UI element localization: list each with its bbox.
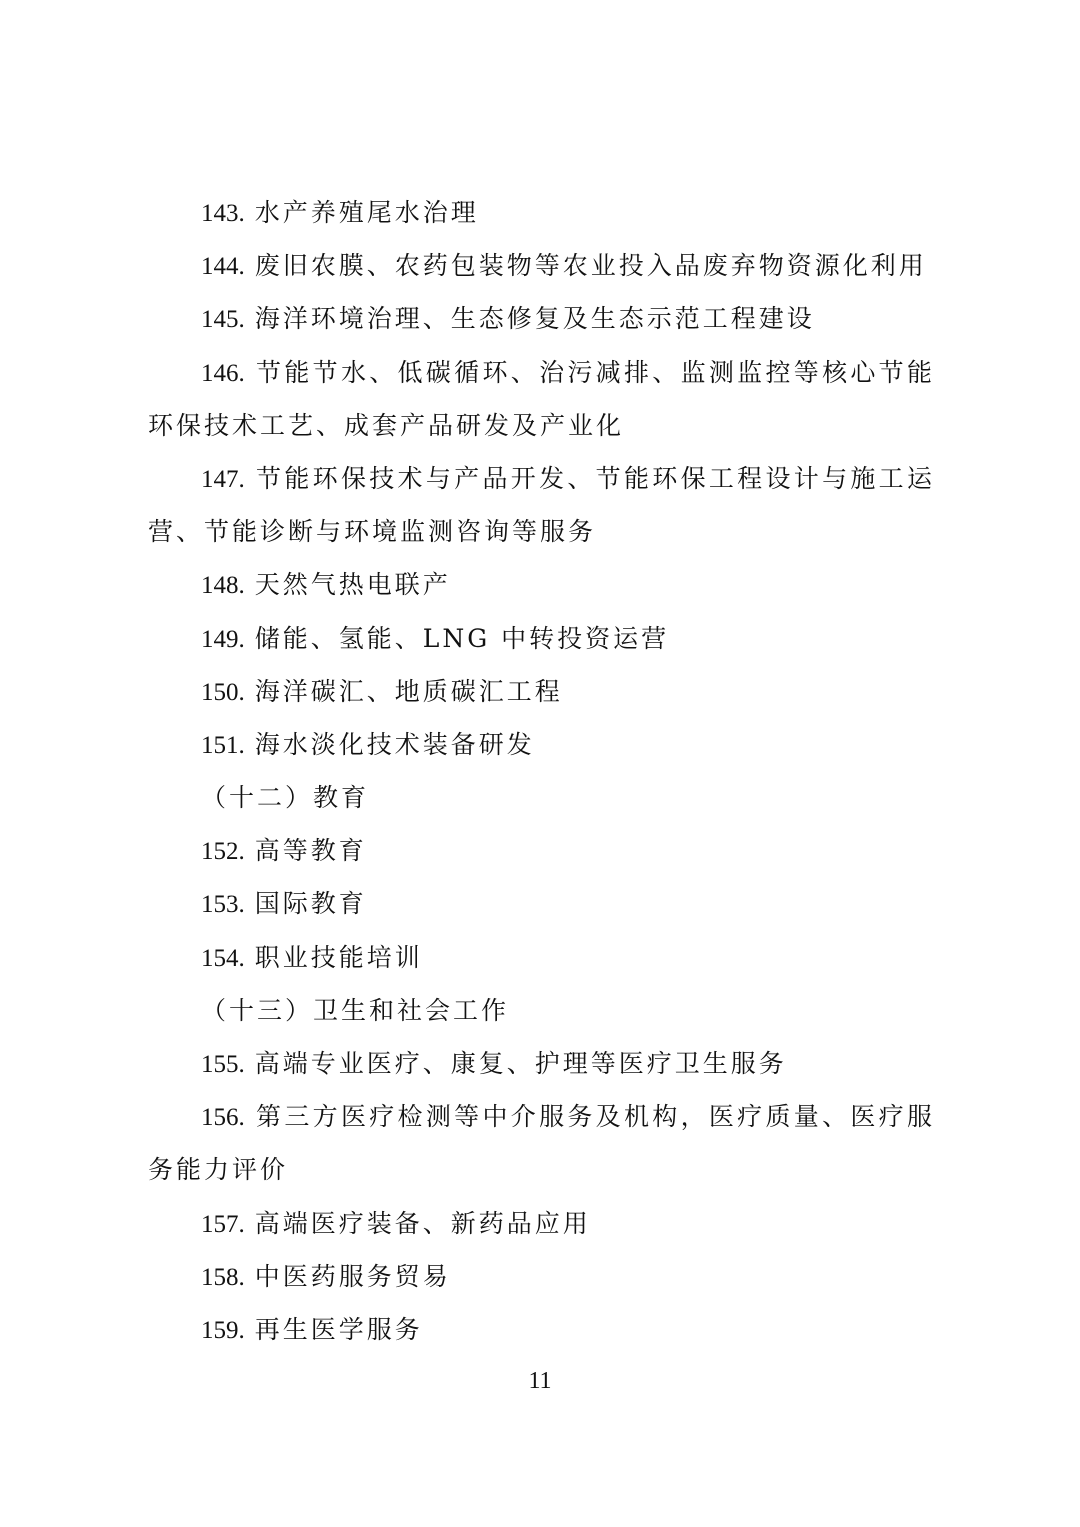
item-number: 143.	[201, 200, 245, 227]
item-number: 150.	[201, 678, 245, 706]
item-number: 145.	[201, 306, 245, 334]
list-item	[148, 346, 934, 399]
item-text: 高端医疗装备、新药品应用	[254, 1208, 591, 1238]
item-number: 149.	[201, 625, 245, 653]
item-text: 海洋环境治理、生态修复及生态示范工程建设	[254, 304, 815, 334]
list-item	[148, 665, 934, 718]
list-item	[148, 292, 934, 345]
list-item	[148, 877, 934, 930]
item-number: 156.	[201, 1104, 245, 1132]
item-text: 中医药服务贸易	[254, 1261, 451, 1291]
list-item	[148, 824, 934, 877]
item-text: 储能、氢能、LNG 中转投资运营	[254, 623, 670, 653]
item-number: 159.	[201, 1316, 245, 1344]
item-text: 废旧农膜、农药包装物等农业投入品废弃物资源化利用	[254, 251, 927, 281]
item-text: 高端专业医疗、康复、护理等医疗卫生服务	[254, 1049, 787, 1078]
list-item	[148, 452, 934, 505]
list-item	[148, 612, 934, 665]
item-number: 144.	[201, 253, 245, 281]
item-text: 天然气热电联产	[254, 570, 451, 600]
list-item	[148, 718, 934, 771]
item-text: 第三方医疗检测等中介服务及机构，医疗质量、医疗服	[254, 1102, 934, 1132]
item-text: 海洋碳汇、地质碳汇工程	[254, 676, 563, 706]
item-number: 154.	[201, 944, 245, 972]
list-item	[148, 1090, 934, 1143]
item-text: 节能节水、低碳循环、治污减排、监测监控等核心节能	[254, 357, 934, 387]
list-item	[148, 239, 934, 292]
item-number: 152.	[201, 838, 245, 866]
list-item	[148, 1197, 934, 1250]
list-item	[148, 1250, 934, 1303]
item-number: 146.	[201, 359, 245, 387]
item-number: 158.	[201, 1263, 245, 1291]
list-item	[148, 558, 934, 611]
item-text: 职业技能培训	[254, 942, 423, 972]
list-item-continuation: 环保技术工艺、成套产品研发及产业化	[148, 410, 625, 440]
list-item	[148, 1303, 934, 1356]
item-text: 海水淡化技术装备研发	[254, 729, 535, 759]
item-number: 157.	[201, 1210, 245, 1238]
item-text: 高等教育	[254, 836, 367, 866]
item-text: 国际教育	[254, 889, 367, 919]
document-body	[148, 186, 934, 1356]
list-item-continuation: 务能力评价	[148, 1155, 289, 1185]
item-number: 147.	[201, 465, 245, 493]
item-number: 151.	[201, 731, 245, 759]
page-number: 11	[528, 1368, 552, 1394]
list-item	[148, 931, 934, 984]
item-text: 再生医学服务	[254, 1314, 423, 1344]
item-number: 153.	[201, 891, 245, 919]
list-item-continuation: 营、节能诊断与环境监测咨询等服务	[148, 517, 597, 547]
list-item	[148, 186, 934, 239]
item-text: 水产养殖尾水治理	[254, 198, 479, 227]
item-number: 155.	[201, 1051, 245, 1078]
section-heading: （十二）教育	[201, 783, 370, 813]
item-text: 节能环保技术与产品开发、节能环保工程设计与施工运	[254, 463, 934, 493]
list-item	[148, 1037, 934, 1090]
item-number: 148.	[201, 572, 245, 600]
section-heading: （十三）卫生和社会工作	[201, 995, 510, 1025]
